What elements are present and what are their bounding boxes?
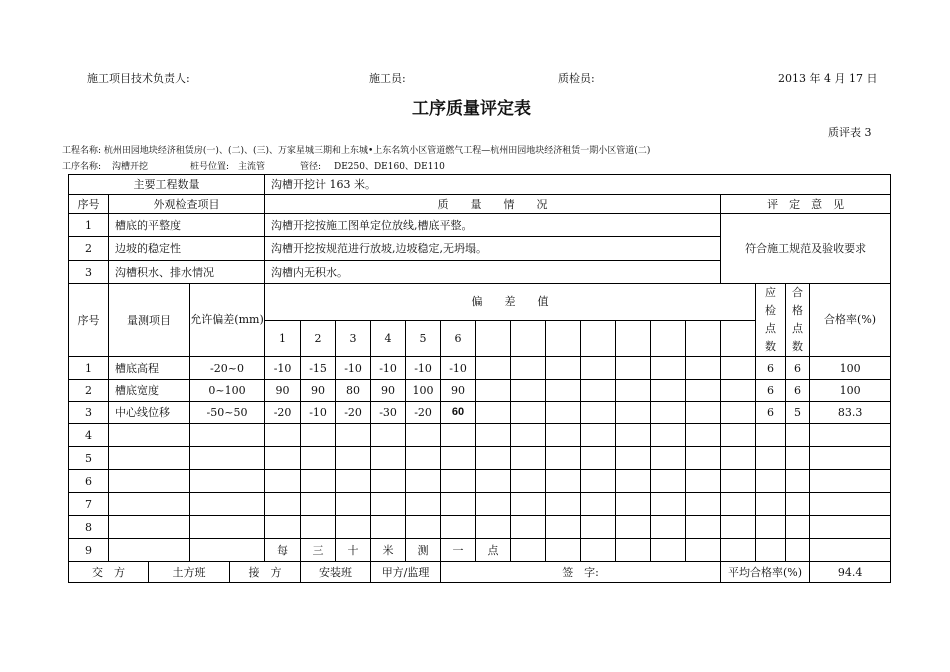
dev-col-2: 2 (301, 320, 336, 357)
handover-label: 交 方 (69, 562, 149, 583)
row-value: -10 (336, 357, 371, 380)
row9-char: 一 (441, 539, 476, 562)
row-no: 1 (69, 357, 109, 380)
avg-rate-label: 平均合格率(%) (721, 562, 810, 583)
sign-label: 签 字: (441, 562, 721, 583)
inspector-label: 质检员: (558, 72, 595, 85)
measure-item-header: 量测项目 (109, 284, 190, 357)
row-check: 6 (756, 402, 786, 424)
seq-header: 序号 (69, 195, 109, 214)
row-value: -10 (406, 357, 441, 380)
project-label: 工程名称: (62, 146, 102, 156)
row-rate: 100 (810, 357, 891, 380)
row9-char: 测 (406, 539, 441, 562)
row9-char: 每 (265, 539, 301, 562)
row-rate: 83.3 (810, 402, 891, 424)
table-row (69, 447, 891, 470)
row9-char: 米 (371, 539, 406, 562)
row-value: 90 (301, 380, 336, 402)
row-check: 6 (756, 357, 786, 380)
row-value: -20 (336, 402, 371, 424)
row-item: 中心线位移 (109, 402, 190, 424)
seq-header-2: 序号 (69, 284, 109, 357)
station-label: 桩号位置: (190, 162, 230, 172)
appearance-desc: 沟槽开挖按规范进行放坡,边坡稳定,无坍塌。 (265, 237, 721, 261)
page-title: 工序质量评定表 (412, 99, 531, 119)
process-name: 沟槽开挖 (112, 162, 149, 172)
row-item: 槽底宽度 (109, 380, 190, 402)
pass-rate-header: 合格率(%) (810, 284, 891, 357)
dev-col-6: 6 (441, 320, 476, 357)
dev-col-5: 5 (406, 320, 441, 357)
qualified-header: 合格点数 (786, 284, 810, 357)
appearance-no: 1 (69, 214, 109, 237)
should-check-header: 应检点数 (756, 284, 786, 357)
pipe-label: 管径: (300, 162, 322, 172)
row-value: -20 (265, 402, 301, 424)
receiver-value: 安装班 (301, 562, 371, 583)
tolerance-header: 允许偏差(mm) (190, 284, 265, 357)
row-item: 槽底高程 (109, 357, 190, 380)
table-row (69, 470, 891, 493)
date: 2013 年 4 月 17 日 (778, 72, 878, 85)
receiver-label: 接 方 (230, 562, 301, 583)
appearance-item-header: 外观检查项目 (109, 195, 265, 214)
row-no: 8 (69, 516, 109, 539)
table-row (69, 402, 891, 424)
row-rate: 100 (810, 380, 891, 402)
row-tolerance: -20~0 (190, 357, 265, 380)
pipe-value: DE250、DE160、DE110 (334, 162, 445, 172)
row-value: -10 (371, 357, 406, 380)
deviation-header: 偏 差 值 (265, 284, 756, 321)
row-value: -20 (406, 402, 441, 424)
row-no: 3 (69, 402, 109, 424)
station-value: 主流管 (238, 162, 266, 172)
party-label: 甲方/监理 (371, 562, 441, 583)
main-qty-label: 主要工程数量 (69, 175, 265, 195)
row-check: 6 (756, 380, 786, 402)
row-value: 60 (441, 402, 476, 424)
appearance-desc: 沟槽内无积水。 (265, 261, 721, 284)
row-no: 2 (69, 380, 109, 402)
table-row (69, 424, 891, 447)
row-ok: 6 (786, 380, 810, 402)
project-line (62, 143, 650, 156)
table-row (69, 516, 891, 539)
appearance-item: 槽底的平整度 (109, 214, 265, 237)
row9-char: 十 (336, 539, 371, 562)
dev-col-1: 1 (265, 320, 301, 357)
table-row (69, 493, 891, 516)
row-ok: 6 (786, 357, 810, 380)
row-value: -30 (371, 402, 406, 424)
footer-row (69, 562, 891, 583)
dev-col-3: 3 (336, 320, 371, 357)
table-row (69, 539, 891, 562)
dev-col-4: 4 (371, 320, 406, 357)
row-tolerance: -50~50 (190, 402, 265, 424)
quality-table (68, 174, 891, 583)
row-value: 80 (336, 380, 371, 402)
table-row (69, 380, 891, 402)
appearance-no: 2 (69, 237, 109, 261)
row-ok: 5 (786, 402, 810, 424)
avg-rate-value: 94.4 (810, 562, 891, 583)
row-no: 5 (69, 447, 109, 470)
form-number: 质评表 3 (828, 126, 872, 139)
row-no: 4 (69, 424, 109, 447)
opinion-header: 评 定 意 见 (721, 195, 891, 214)
row9-char: 点 (476, 539, 511, 562)
appearance-item: 沟槽积水、排水情况 (109, 261, 265, 284)
row-value: -10 (441, 357, 476, 380)
table-row (69, 357, 891, 380)
opinion-value: 符合施工规范及验收要求 (721, 214, 891, 284)
process-label: 工序名称: (62, 162, 102, 172)
row-no: 7 (69, 493, 109, 516)
row-value: 100 (406, 380, 441, 402)
row-value: -10 (301, 402, 336, 424)
appearance-desc: 沟槽开挖按施工图单定位放线,槽底平整。 (265, 214, 721, 237)
row-value: 90 (441, 380, 476, 402)
tech-lead-label: 施工项目技术负责人: (87, 72, 190, 85)
row-value: -10 (265, 357, 301, 380)
handover-value: 土方班 (149, 562, 230, 583)
appearance-item: 边坡的稳定性 (109, 237, 265, 261)
worker-label: 施工员: (369, 72, 406, 85)
row-value: 90 (265, 380, 301, 402)
row-no: 6 (69, 470, 109, 493)
row-tolerance: 0~100 (190, 380, 265, 402)
quality-header: 质 量 情 况 (265, 195, 721, 214)
row-value: -15 (301, 357, 336, 380)
row9-char: 三 (301, 539, 336, 562)
row-no: 9 (69, 539, 109, 562)
main-qty-value: 沟槽开挖计 163 米。 (265, 175, 891, 195)
row-value: 90 (371, 380, 406, 402)
project-name: 杭州田园地块经济租赁房(一)、(二)、(三)、万家星城三期和上东城•上东名筑小区管道燃气工程—杭州田园地块经济租赁一期小区管道(二) (103, 146, 651, 156)
appearance-no: 3 (69, 261, 109, 284)
